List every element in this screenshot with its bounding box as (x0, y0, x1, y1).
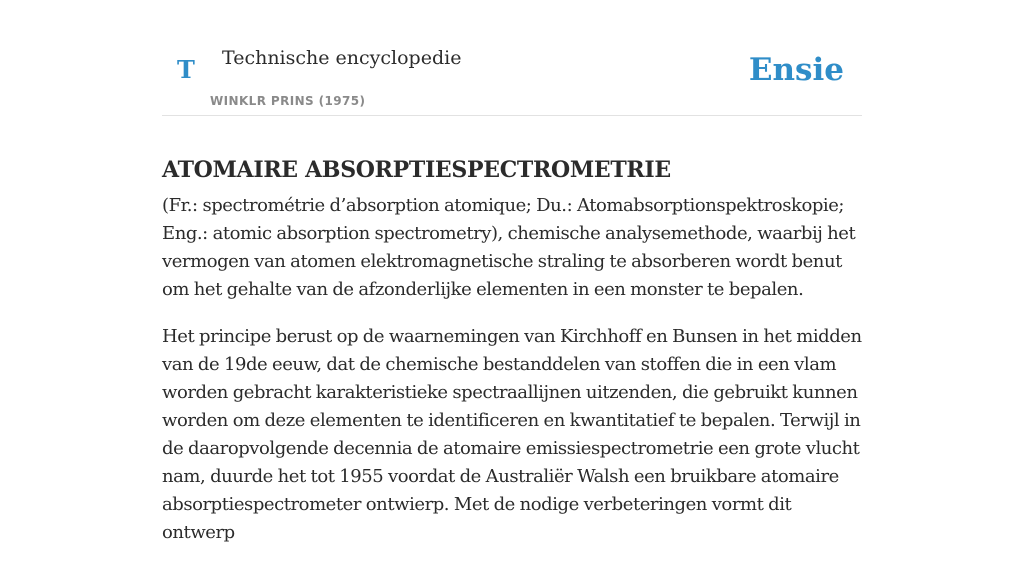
source-title[interactable]: Technische encyclopedie (222, 47, 462, 69)
entry-paragraph-definition: (Fr.: spectrométrie d’absorption atomique; Du.: Atomabsorptionspektroskopie; Eng.: atomic absorption spectrometry), chemische analysemethode, waarbij het vermogen van atomen elektromagnetische straling te absorberen wordt benut om het gehalte van de afzonderlijke elementen in een monster te bepalen. (162, 195, 856, 300)
entry-headword: ATOMAIRE ABSORPTIESPECTROMETRIE (162, 156, 671, 183)
page-header (162, 0, 862, 116)
entry-paragraph-principle: Het principe berust op de waarnemingen van Kirchhoff en Bunsen in het midden van de 19de eeuw, dat de chemische bestanddelen van stoffen die in een vlam worden gebracht karakteristieke spectraallijnen uitzenden, die gebruikt kunnen worden om deze elementen te identificeren en kwantitatief te bepalen. Terwijl in de daaropvolgende decennia de atomaire emissiespectrometrie een grote vlucht nam, duurde het tot 1955 voordat de Australiër Walsh een bruikbare atomaire absorptiespectrometer ontwierp. Met de nodige verbeteringen vormt dit ontwerp (162, 326, 862, 543)
brand-logo[interactable]: Ensie (748, 52, 844, 88)
source-logo-icon[interactable]: T (177, 55, 195, 84)
source-subtitle: WINKLR PRINS (1975) (210, 94, 366, 108)
entry-article (162, 192, 862, 566)
